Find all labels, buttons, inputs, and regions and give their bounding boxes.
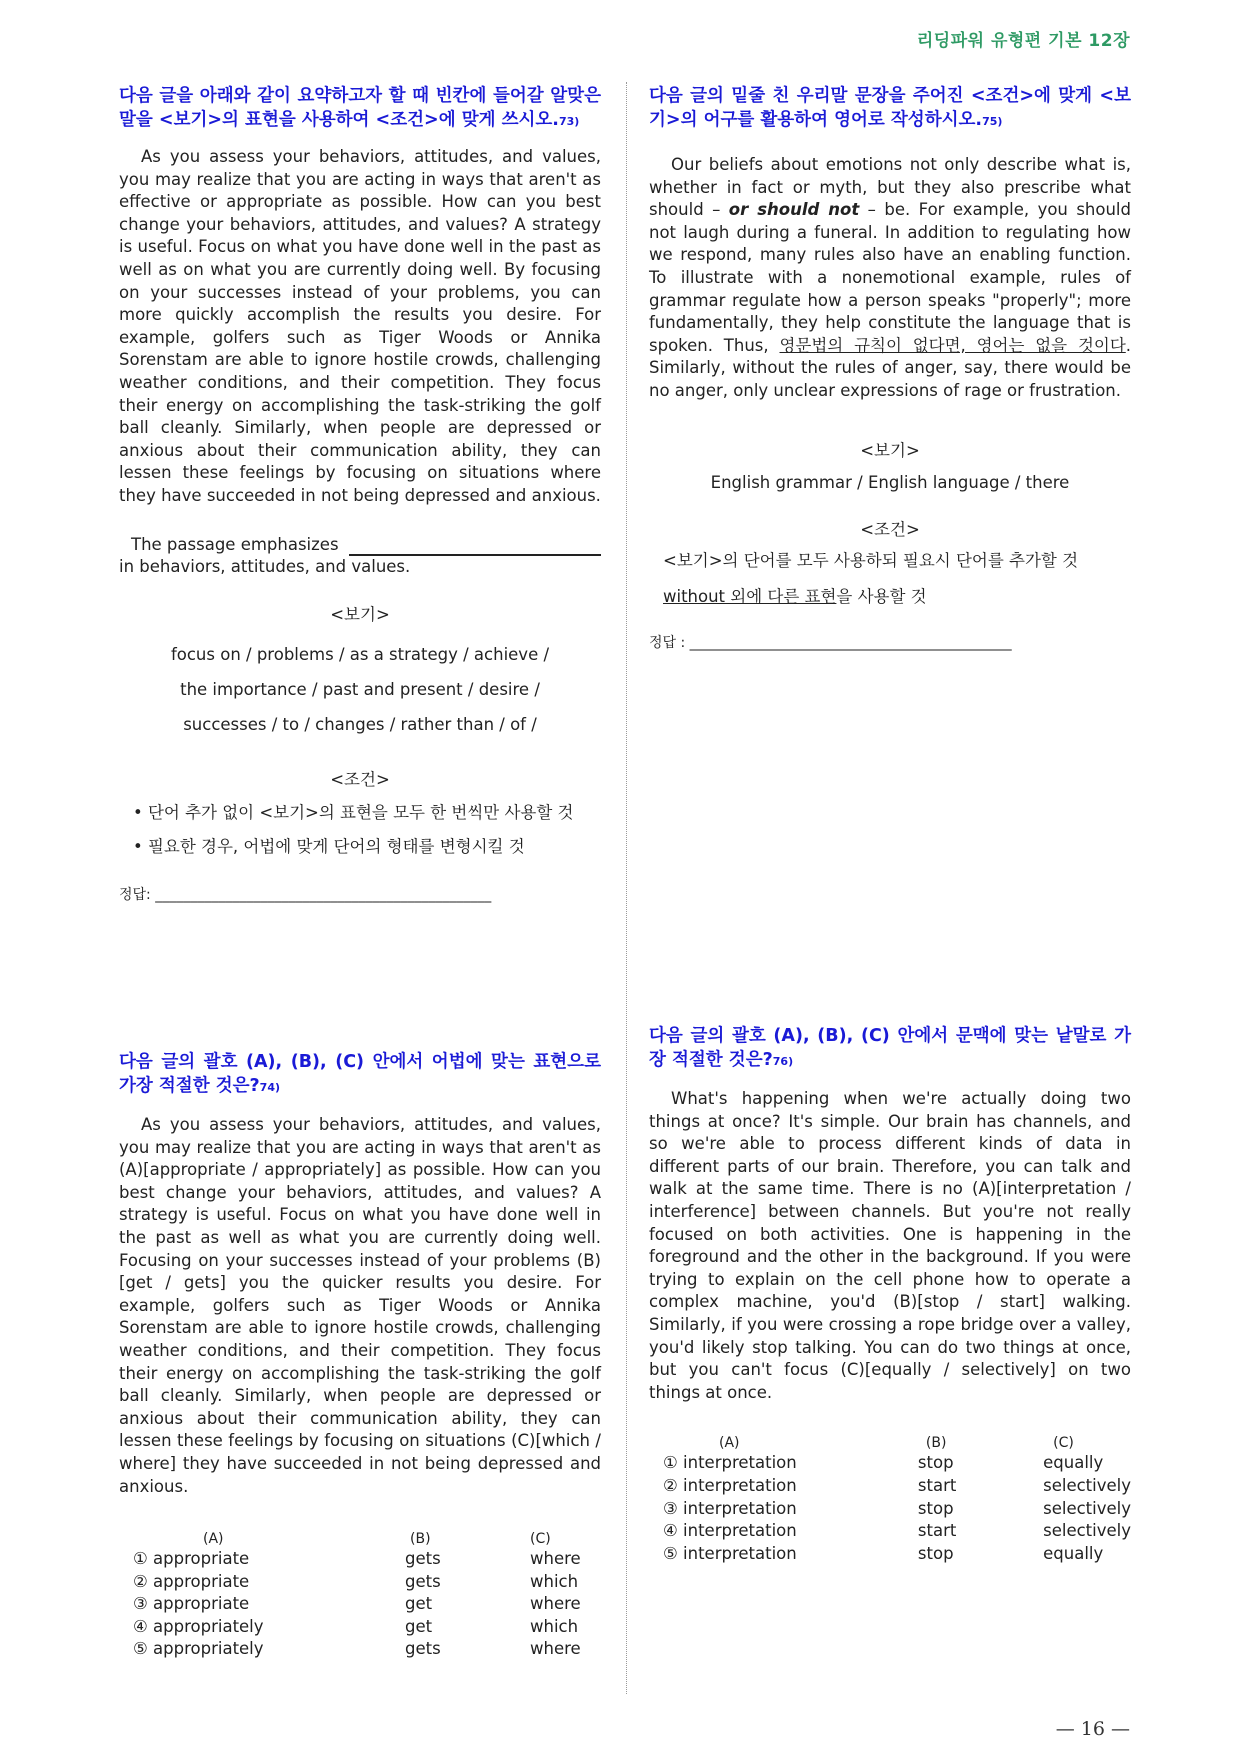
q75-bogi-label: <보기> <box>860 440 920 460</box>
q74-option-2[interactable]: ② appropriate gets which <box>133 1571 579 1591</box>
q74-title: 다음 글의 괄호 (A), (B), (C) 안에서 어법에 맞는 표현으로 가장 적절한 것은?74) <box>119 1052 601 1096</box>
q74-option-1[interactable]: ① appropriate gets where <box>133 1549 581 1569</box>
q74-header-c: (C) <box>530 1531 551 1548</box>
q75-emphasis: or should not <box>728 200 860 220</box>
page-header: 리딩파워 유형편 기본 12장 <box>916 31 1130 51</box>
q73-condition-item: • 단어 추가 없이 <보기>의 표현을 모두 한 번씩만 사용할 것 <box>133 802 574 822</box>
q75-title: 다음 글의 밑줄 친 우리말 문장을 주어진 <조건>에 맞게 <보기>의 어구를 활용하여 영어로 작성하시오.75) <box>649 86 1131 130</box>
q74-passage: As you assess your behaviors, attitudes, and values, you may realize that you are acting in ways that aren't as (A)[appropriate / appropriately] as possible. How can you best change your behaviors, attitudes, and values? A strategy is useful. Focus on what you have done well in the past as well as what you are currently doing well. Focusing on your successes instead of your problems (B)[get / gets] you the quicker results you desire. For example, golfers such as Tiger Woods or Annika Sorenstam are able to ignore hostile crowds, challenging weather conditions, and their competition. They focus their energy on accomplishing the task-striking the golf ball cleanly. Similarly, when people are depressed or anxious about their communication ability, they can lessen these feelings by focusing on situations (C)[which / where] they have succeeded in not being depressed and anxious. <box>119 1115 601 1496</box>
question-76 <box>649 1024 1131 1565</box>
q73-summary-end: in behaviors, attitudes, and values. <box>119 557 411 577</box>
q73-condition-item: • 필요한 경우, 어법에 맞게 단어의 형태를 변형시킬 것 <box>133 836 525 856</box>
q73-bogi-line: the importance / past and present / desire / <box>180 679 540 699</box>
q75-passage: Our beliefs about emotions not only describe what is, whether in fact or myth, but they also prescribe what should – or should not – be. For example, you should not laugh during a funeral. In addition to regulating how we respond, many rules also have an enabling function. To illustrate with a nonemotional example, rules of grammar regulate how a person speaks "properly"; more fundamentally, they help constitute the language that is spoken. Thus, 영문법의 규칙이 없다면, 영어는 없을 것이다. Similarly, without the rules of anger, say, there would be no anger, only unclear expressions of rage or frustration. <box>649 155 1132 400</box>
q76-title: 다음 글의 괄호 (A), (B), (C) 안에서 문맥에 맞는 낱말로 가장 적절한 것은?76) <box>649 1026 1131 1070</box>
q74-option-3[interactable]: ③ appropriate get where <box>133 1594 581 1614</box>
q76-choices <box>663 1434 1131 1565</box>
question-74 <box>119 1050 601 1661</box>
q76-header-a: (A) <box>719 1435 740 1452</box>
question-75 <box>649 84 1131 652</box>
q75-condition-item: without 외에 다른 표현을 사용할 것 <box>663 586 927 606</box>
q76-option-5[interactable]: ⑤ interpretation stop equally <box>663 1543 1104 1563</box>
q73-bogi-line: focus on / problems / as a strategy / achieve / <box>170 644 550 664</box>
q74-header-a: (A) <box>203 1531 224 1548</box>
q74-option-4[interactable]: ④ appropriately get which <box>133 1616 579 1636</box>
q73-summary-start: The passage emphasizes <box>131 534 339 554</box>
q76-option-2[interactable]: ② interpretation start selectively <box>663 1475 1131 1495</box>
q73-bogi-label: <보기> <box>330 604 390 624</box>
q74-header-b: (B) <box>410 1531 431 1548</box>
q74-choices <box>133 1530 581 1661</box>
q73-bogi <box>119 637 601 742</box>
column-divider <box>626 82 627 1694</box>
q73-summary <box>119 534 601 579</box>
q76-passage: What's happening when we're actually doing two things at once? It's simple. Our brain has channels, and so we're able to process different kinds of data in different parts of our brain. Therefore, you can talk and walk at the same time. There is no (A)[interpretation / interference] between channels. But you're not really focused on both activities. One is happening in the foreground and the other in the background. If you were trying to explain on the cell phone how to operate a complex machine, you'd (B)[stop / start] walking. Similarly, if you were crossing a rope bridge over a valley, you'd likely stop talking. You can do two things at once, but you can't focus (C)[equally / selectively] on two things at once. <box>649 1089 1131 1402</box>
q73-condition-label: <조건> <box>330 769 390 789</box>
question-73 <box>119 84 601 904</box>
q75-underlined-sentence: 영문법의 규칙이 없다면, 영어는 없을 것이다 <box>779 335 1126 355</box>
q73-title: 다음 글을 아래와 같이 요약하고자 할 때 빈칸에 들어갈 알맞은 말을 <보기>의 표현을 사용하여 <조건>에 맞게 쓰시오.73) <box>119 86 601 130</box>
q75-answer-line[interactable]: 정답 : ______________________________________________ <box>649 634 1012 651</box>
q75-bogi: English grammar / English language / there <box>710 472 1070 492</box>
q74-option-5[interactable]: ⑤ appropriately gets where <box>133 1639 581 1659</box>
q76-option-1[interactable]: ① interpretation stop equally <box>663 1453 1104 1473</box>
q76-header-b: (B) <box>925 1435 947 1452</box>
q76-header-c: (C) <box>1053 1435 1074 1452</box>
q76-option-4[interactable]: ④ interpretation start selectively <box>663 1521 1131 1541</box>
q73-bogi-line: successes / to / changes / rather than / of / <box>183 714 537 734</box>
page-number: — 16 — <box>1055 1718 1130 1740</box>
q75-condition-item: <보기>의 단어를 모두 사용하되 필요시 단어를 추가할 것 <box>663 550 1079 570</box>
q73-answer-line[interactable]: 정답: ________________________________________________ <box>119 886 492 903</box>
q75-condition-label: <조건> <box>860 519 920 539</box>
q73-passage: As you assess your behaviors, attitudes, and values, you may realize that you are acting in ways that aren't as effective or appropriate as possible. How can you best change your behaviors, attitudes, and values? A strategy is useful. Focus on what you have done well in the past as well as on what you are currently doing well. By focusing on your successes instead of your problems, you can more quickly accomplish the results you desire. For example, golfers such as Tiger Woods or Annika Sorenstam are able to ignore hostile crowds, challenging weather conditions, and their competition. They focus their energy on accomplishing the task-striking the golf ball cleanly. Similarly, when people are depressed or anxious about their communication ability, they can lessen these feelings by focusing on situations where they have succeeded in not being depressed and anxious. <box>119 147 601 505</box>
q76-option-3[interactable]: ③ interpretation stop selectively <box>663 1498 1131 1518</box>
q75-conditions <box>649 550 1131 608</box>
q73-conditions <box>119 802 601 858</box>
q73-answer-blank[interactable] <box>349 536 601 556</box>
